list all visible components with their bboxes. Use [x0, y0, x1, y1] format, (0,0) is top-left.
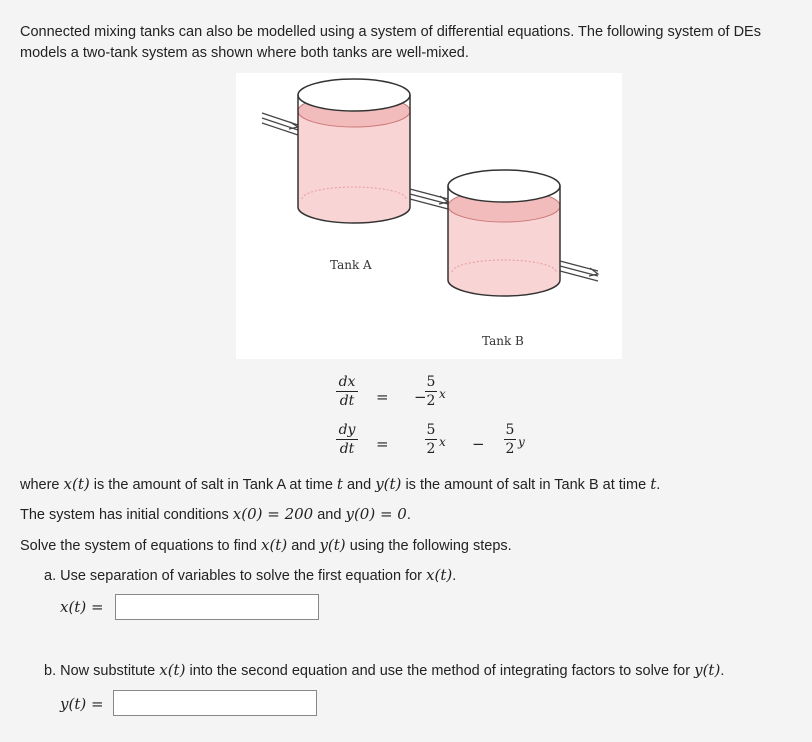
eq1-coef-denominator: 2 [426, 393, 436, 409]
eq1-lhs-fraction [336, 374, 358, 409]
ic-math-y0: y(0) = 0 [345, 505, 407, 523]
where-text-5: . [656, 477, 661, 493]
intro-line-1: Connected mixing tanks can also be modelled using a system of differential equations. The following system of DEs [20, 24, 761, 40]
tank-b-label: Tank B [482, 334, 524, 348]
eq2-coef1-denominator: 2 [426, 441, 436, 457]
where-text-3: and [342, 477, 376, 493]
eq2-variable-1: x [439, 435, 446, 449]
part-a-math-xt: x(t) [426, 566, 453, 584]
where-statement [20, 475, 660, 493]
ic-math-x0: x(0) = 200 [232, 505, 314, 523]
ic-text-3: . [406, 507, 411, 523]
part-b-answer-input[interactable] [113, 690, 317, 716]
solve-text-3: using the following steps. [345, 538, 512, 554]
where-math-t2: t [650, 475, 657, 493]
connecting-pipe [410, 189, 448, 209]
eq2-equals: = [376, 435, 389, 453]
eq2-coef1-numerator: 5 [426, 422, 436, 438]
eq2-minus: − [472, 435, 485, 453]
eq1-lhs-numerator: dx [338, 374, 356, 390]
eq1-coef-numerator: 5 [426, 374, 436, 390]
solve-math-xt: x(t) [261, 536, 288, 554]
part-b-math-yt: y(t) [694, 661, 721, 679]
part-a-text-2: . [452, 568, 457, 584]
ic-text-2: and [313, 507, 346, 523]
where-text-4: is the amount of salt in Tank B at time [401, 477, 651, 493]
outlet-pipe [560, 261, 598, 281]
tank-illustration [236, 73, 622, 359]
solve-text-1: Solve the system of equations to find [20, 538, 261, 554]
part-a-answer-input[interactable] [115, 594, 319, 620]
solve-math-yt: y(t) [319, 536, 346, 554]
part-b-math-xt: x(t) [159, 661, 186, 679]
eq2-coef2-denominator: 2 [505, 441, 515, 457]
solve-text-2: and [287, 538, 320, 554]
eq2-lhs-numerator: dy [338, 422, 356, 438]
tank-b [448, 170, 560, 296]
part-b-answer-label: y(t) = [60, 695, 104, 713]
part-b-text-3: . [720, 663, 725, 679]
part-a-text-1: a. Use separation of variables to solve the first equation for [44, 568, 427, 584]
differential-equations [320, 372, 580, 464]
part-b-text-1: b. Now substitute [44, 663, 160, 679]
eq2-coefficient-1 [425, 422, 437, 457]
intro-line-2: models a two-tank system as shown where both tanks are well-mixed. [20, 45, 469, 61]
eq1-variable: x [439, 387, 446, 401]
eq2-coef2-numerator: 5 [505, 422, 515, 438]
solve-instruction [20, 536, 512, 554]
eq1-lhs-denominator: dt [339, 393, 355, 409]
where-text-2: is the amount of salt in Tank A at time [89, 477, 337, 493]
part-b-prompt [44, 661, 724, 679]
eq2-lhs-denominator: dt [339, 441, 355, 457]
part-b-text-2: into the second equation and use the method of integrating factors to solve for [185, 663, 695, 679]
eq2-coefficient-2 [504, 422, 516, 457]
part-a-answer-label: x(t) = [60, 598, 104, 616]
eq2-variable-2: y [518, 435, 525, 449]
inlet-pipe [262, 113, 298, 135]
tank-a [298, 79, 410, 223]
two-tank-diagram [236, 73, 622, 359]
ic-text-1: The system has initial conditions [20, 507, 233, 523]
initial-conditions [20, 505, 411, 523]
eq1-equals: = [376, 388, 389, 406]
eq1-coefficient [425, 374, 437, 409]
where-math-yt: y(t) [375, 475, 402, 493]
part-a-prompt [44, 566, 456, 584]
where-math-xt: x(t) [63, 475, 90, 493]
where-text-1: where [20, 477, 64, 493]
where-math-t1: t [336, 475, 343, 493]
eq1-sign: − [414, 388, 427, 406]
eq2-lhs-fraction [336, 422, 358, 457]
tank-a-label: Tank A [330, 258, 372, 272]
